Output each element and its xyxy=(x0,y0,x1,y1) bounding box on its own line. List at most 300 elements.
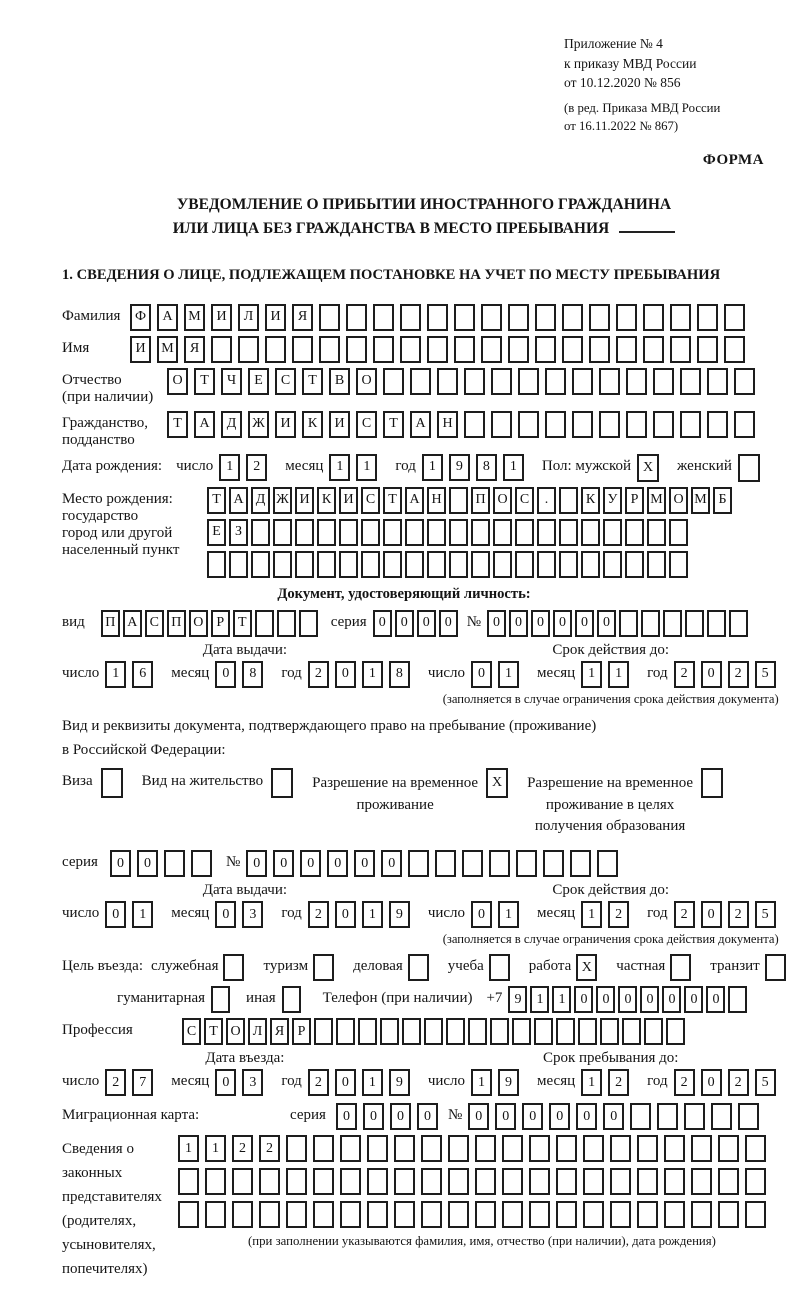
char-cell[interactable] xyxy=(380,1018,399,1045)
char-cell[interactable]: 2 xyxy=(246,454,267,481)
char-cell[interactable]: 0 xyxy=(110,850,131,877)
char-cell[interactable] xyxy=(251,519,270,546)
char-cell[interactable] xyxy=(508,336,529,363)
char-cell[interactable] xyxy=(437,368,458,395)
char-cell[interactable]: О xyxy=(189,610,208,637)
char-cell[interactable] xyxy=(529,1135,550,1162)
char-cell[interactable] xyxy=(589,304,610,331)
char-cell[interactable]: А xyxy=(410,411,431,438)
char-cell[interactable] xyxy=(205,1168,226,1195)
char-cell[interactable] xyxy=(340,1135,361,1162)
char-cell[interactable]: Н xyxy=(427,487,446,514)
char-cell[interactable] xyxy=(336,1018,355,1045)
char-cell[interactable]: 9 xyxy=(389,1069,410,1096)
char-cell[interactable] xyxy=(738,454,760,482)
char-cell[interactable] xyxy=(670,304,691,331)
char-cell[interactable] xyxy=(361,519,380,546)
char-cell[interactable]: 0 xyxy=(215,661,236,688)
char-cell[interactable]: С xyxy=(515,487,534,514)
char-cell[interactable]: О xyxy=(493,487,512,514)
char-cell[interactable] xyxy=(718,1135,739,1162)
char-cell[interactable]: 1 xyxy=(581,661,602,688)
char-cell[interactable]: И xyxy=(275,411,296,438)
char-cell[interactable] xyxy=(599,411,620,438)
char-cell[interactable] xyxy=(502,1168,523,1195)
char-cell[interactable]: 5 xyxy=(755,1069,776,1096)
char-cell[interactable]: 0 xyxy=(246,850,267,877)
char-cell[interactable]: 0 xyxy=(701,1069,722,1096)
char-cell[interactable] xyxy=(711,1103,732,1130)
char-cell[interactable]: М xyxy=(691,487,710,514)
char-cell[interactable]: Т xyxy=(207,487,226,514)
char-cell[interactable] xyxy=(707,368,728,395)
char-cell[interactable] xyxy=(449,519,468,546)
char-cell[interactable]: И xyxy=(265,304,286,331)
char-cell[interactable] xyxy=(295,551,314,578)
char-cell[interactable] xyxy=(745,1135,766,1162)
char-cell[interactable] xyxy=(493,551,512,578)
char-cell[interactable]: И xyxy=(329,411,350,438)
char-cell[interactable] xyxy=(489,850,510,877)
char-cell[interactable] xyxy=(610,1135,631,1162)
char-cell[interactable] xyxy=(191,850,212,877)
char-cell[interactable]: 0 xyxy=(471,661,492,688)
char-cell[interactable]: А xyxy=(157,304,178,331)
char-cell[interactable]: 0 xyxy=(495,1103,516,1130)
char-cell[interactable] xyxy=(653,411,674,438)
char-cell[interactable]: 0 xyxy=(215,901,236,928)
char-cell[interactable]: Ж xyxy=(248,411,269,438)
char-cell[interactable] xyxy=(481,304,502,331)
char-cell[interactable]: Л xyxy=(248,1018,267,1045)
char-cell[interactable]: 0 xyxy=(701,901,722,928)
char-cell[interactable] xyxy=(471,519,490,546)
char-cell[interactable] xyxy=(516,850,537,877)
char-cell[interactable] xyxy=(603,551,622,578)
char-cell[interactable] xyxy=(745,1168,766,1195)
char-cell[interactable] xyxy=(697,304,718,331)
char-cell[interactable] xyxy=(367,1135,388,1162)
char-cell[interactable] xyxy=(718,1168,739,1195)
char-cell[interactable] xyxy=(464,411,485,438)
char-cell[interactable]: 2 xyxy=(308,1069,329,1096)
char-cell[interactable] xyxy=(685,610,704,637)
char-cell[interactable]: А xyxy=(123,610,142,637)
char-cell[interactable] xyxy=(317,519,336,546)
char-cell[interactable]: Я xyxy=(292,304,313,331)
char-cell[interactable]: Л xyxy=(238,304,259,331)
char-cell[interactable]: Д xyxy=(251,487,270,514)
char-cell[interactable]: С xyxy=(145,610,164,637)
char-cell[interactable]: О xyxy=(669,487,688,514)
char-cell[interactable] xyxy=(545,368,566,395)
char-cell[interactable]: 8 xyxy=(476,454,497,481)
char-cell[interactable] xyxy=(559,551,578,578)
char-cell[interactable] xyxy=(427,304,448,331)
char-cell[interactable] xyxy=(475,1168,496,1195)
char-cell[interactable]: 2 xyxy=(674,901,695,928)
char-cell[interactable] xyxy=(454,304,475,331)
char-cell[interactable]: 0 xyxy=(335,661,356,688)
char-cell[interactable]: 1 xyxy=(362,901,383,928)
char-cell[interactable]: 1 xyxy=(362,1069,383,1096)
char-cell[interactable]: 0 xyxy=(640,986,659,1013)
char-cell[interactable] xyxy=(489,954,510,981)
char-cell[interactable] xyxy=(570,850,591,877)
char-cell[interactable] xyxy=(400,304,421,331)
char-cell[interactable] xyxy=(684,1103,705,1130)
char-cell[interactable] xyxy=(616,336,637,363)
char-cell[interactable] xyxy=(578,1018,597,1045)
char-cell[interactable] xyxy=(718,1201,739,1228)
char-cell[interactable] xyxy=(292,336,313,363)
char-cell[interactable] xyxy=(358,1018,377,1045)
char-cell[interactable] xyxy=(340,1201,361,1228)
char-cell[interactable]: 0 xyxy=(335,901,356,928)
char-cell[interactable] xyxy=(481,336,502,363)
char-cell[interactable]: 1 xyxy=(503,454,524,481)
char-cell[interactable] xyxy=(729,610,748,637)
char-cell[interactable] xyxy=(339,519,358,546)
char-cell[interactable]: Р xyxy=(211,610,230,637)
char-cell[interactable] xyxy=(462,850,483,877)
char-cell[interactable] xyxy=(537,551,556,578)
char-cell[interactable] xyxy=(583,1201,604,1228)
char-cell[interactable] xyxy=(273,519,292,546)
char-cell[interactable] xyxy=(346,304,367,331)
char-cell[interactable]: 9 xyxy=(449,454,470,481)
char-cell[interactable] xyxy=(295,519,314,546)
char-cell[interactable]: К xyxy=(581,487,600,514)
char-cell[interactable] xyxy=(663,610,682,637)
char-cell[interactable]: 3 xyxy=(242,901,263,928)
char-cell[interactable]: 0 xyxy=(549,1103,570,1130)
char-cell[interactable]: 0 xyxy=(706,986,725,1013)
char-cell[interactable] xyxy=(273,551,292,578)
char-cell[interactable] xyxy=(205,1201,226,1228)
char-cell[interactable]: 8 xyxy=(242,661,263,688)
char-cell[interactable] xyxy=(691,1135,712,1162)
char-cell[interactable]: 0 xyxy=(395,610,414,637)
char-cell[interactable] xyxy=(435,850,456,877)
char-cell[interactable]: Е xyxy=(207,519,226,546)
char-cell[interactable] xyxy=(319,336,340,363)
char-cell[interactable] xyxy=(475,1201,496,1228)
char-cell[interactable] xyxy=(534,1018,553,1045)
char-cell[interactable]: 0 xyxy=(701,661,722,688)
char-cell[interactable] xyxy=(259,1201,280,1228)
char-cell[interactable]: 0 xyxy=(336,1103,357,1130)
char-cell[interactable] xyxy=(361,551,380,578)
char-cell[interactable] xyxy=(734,368,755,395)
char-cell[interactable] xyxy=(421,1201,442,1228)
char-cell[interactable]: С xyxy=(275,368,296,395)
char-cell[interactable] xyxy=(408,954,429,981)
char-cell[interactable] xyxy=(421,1135,442,1162)
char-cell[interactable]: 0 xyxy=(468,1103,489,1130)
char-cell[interactable] xyxy=(475,1135,496,1162)
char-cell[interactable] xyxy=(373,304,394,331)
char-cell[interactable]: П xyxy=(167,610,186,637)
char-cell[interactable]: 1 xyxy=(329,454,350,481)
char-cell[interactable] xyxy=(400,336,421,363)
char-cell[interactable]: Т xyxy=(383,411,404,438)
char-cell[interactable] xyxy=(271,768,293,798)
char-cell[interactable] xyxy=(346,336,367,363)
char-cell[interactable]: 1 xyxy=(205,1135,226,1162)
char-cell[interactable]: Ч xyxy=(221,368,242,395)
char-cell[interactable] xyxy=(238,336,259,363)
char-cell[interactable]: 2 xyxy=(728,1069,749,1096)
char-cell[interactable] xyxy=(313,1168,334,1195)
char-cell[interactable]: 0 xyxy=(522,1103,543,1130)
char-cell[interactable] xyxy=(647,551,666,578)
char-cell[interactable] xyxy=(286,1201,307,1228)
char-cell[interactable]: Т xyxy=(233,610,252,637)
char-cell[interactable] xyxy=(610,1168,631,1195)
char-cell[interactable] xyxy=(207,551,226,578)
char-cell[interactable]: 1 xyxy=(498,661,519,688)
char-cell[interactable]: П xyxy=(101,610,120,637)
char-cell[interactable] xyxy=(734,411,755,438)
char-cell[interactable] xyxy=(255,610,274,637)
char-cell[interactable] xyxy=(562,304,583,331)
char-cell[interactable]: 2 xyxy=(728,661,749,688)
char-cell[interactable]: А xyxy=(405,487,424,514)
char-cell[interactable]: 2 xyxy=(308,661,329,688)
char-cell[interactable]: Т xyxy=(383,487,402,514)
char-cell[interactable]: У xyxy=(603,487,622,514)
char-cell[interactable] xyxy=(319,304,340,331)
char-cell[interactable] xyxy=(454,336,475,363)
char-cell[interactable]: 9 xyxy=(498,1069,519,1096)
char-cell[interactable] xyxy=(556,1135,577,1162)
char-cell[interactable]: 2 xyxy=(105,1069,126,1096)
char-cell[interactable] xyxy=(666,1018,685,1045)
char-cell[interactable]: 1 xyxy=(422,454,443,481)
char-cell[interactable]: 1 xyxy=(471,1069,492,1096)
char-cell[interactable] xyxy=(657,1103,678,1130)
char-cell[interactable]: 1 xyxy=(498,901,519,928)
char-cell[interactable]: Я xyxy=(270,1018,289,1045)
char-cell[interactable]: 7 xyxy=(132,1069,153,1096)
char-cell[interactable]: С xyxy=(182,1018,201,1045)
char-cell[interactable] xyxy=(643,304,664,331)
char-cell[interactable] xyxy=(643,336,664,363)
char-cell[interactable] xyxy=(427,551,446,578)
char-cell[interactable] xyxy=(448,1135,469,1162)
char-cell[interactable] xyxy=(449,487,468,514)
char-cell[interactable]: 9 xyxy=(389,901,410,928)
char-cell[interactable] xyxy=(223,954,244,981)
char-cell[interactable] xyxy=(537,519,556,546)
char-cell[interactable]: 8 xyxy=(389,661,410,688)
char-cell[interactable] xyxy=(589,336,610,363)
char-cell[interactable] xyxy=(707,610,726,637)
char-cell[interactable]: 2 xyxy=(674,1069,695,1096)
char-cell[interactable] xyxy=(535,304,556,331)
char-cell[interactable] xyxy=(448,1201,469,1228)
char-cell[interactable]: О xyxy=(167,368,188,395)
char-cell[interactable] xyxy=(515,551,534,578)
char-cell[interactable] xyxy=(449,551,468,578)
char-cell[interactable] xyxy=(394,1201,415,1228)
char-cell[interactable] xyxy=(745,1201,766,1228)
char-cell[interactable]: 0 xyxy=(373,610,392,637)
char-cell[interactable] xyxy=(765,954,786,981)
char-cell[interactable] xyxy=(421,1168,442,1195)
char-cell[interactable] xyxy=(630,1103,651,1130)
char-cell[interactable]: 6 xyxy=(132,661,153,688)
char-cell[interactable] xyxy=(491,368,512,395)
char-cell[interactable] xyxy=(373,336,394,363)
char-cell[interactable] xyxy=(229,551,248,578)
char-cell[interactable]: 2 xyxy=(608,901,629,928)
char-cell[interactable] xyxy=(448,1168,469,1195)
char-cell[interactable] xyxy=(647,519,666,546)
char-cell[interactable] xyxy=(724,304,745,331)
char-cell[interactable]: 0 xyxy=(439,610,458,637)
char-cell[interactable]: З xyxy=(229,519,248,546)
char-cell[interactable] xyxy=(556,1018,575,1045)
char-cell[interactable] xyxy=(502,1201,523,1228)
char-cell[interactable] xyxy=(340,1168,361,1195)
char-cell[interactable] xyxy=(529,1168,550,1195)
char-cell[interactable] xyxy=(556,1201,577,1228)
char-cell[interactable] xyxy=(468,1018,487,1045)
char-cell[interactable]: . xyxy=(537,487,556,514)
char-cell[interactable]: 0 xyxy=(509,610,528,637)
char-cell[interactable]: 0 xyxy=(662,986,681,1013)
char-cell[interactable] xyxy=(402,1018,421,1045)
char-cell[interactable]: X xyxy=(486,768,508,798)
char-cell[interactable] xyxy=(599,368,620,395)
char-cell[interactable]: 0 xyxy=(596,986,615,1013)
char-cell[interactable] xyxy=(625,519,644,546)
char-cell[interactable] xyxy=(637,1135,658,1162)
char-cell[interactable]: Ф xyxy=(130,304,151,331)
char-cell[interactable] xyxy=(383,519,402,546)
char-cell[interactable]: Т xyxy=(302,368,323,395)
char-cell[interactable] xyxy=(543,850,564,877)
char-cell[interactable]: К xyxy=(302,411,323,438)
char-cell[interactable] xyxy=(626,368,647,395)
char-cell[interactable]: 0 xyxy=(553,610,572,637)
char-cell[interactable]: Н xyxy=(437,411,458,438)
char-cell[interactable]: М xyxy=(184,304,205,331)
char-cell[interactable]: 9 xyxy=(508,986,527,1013)
char-cell[interactable]: 0 xyxy=(618,986,637,1013)
char-cell[interactable] xyxy=(251,551,270,578)
char-cell[interactable] xyxy=(619,610,638,637)
char-cell[interactable]: 2 xyxy=(308,901,329,928)
char-cell[interactable] xyxy=(512,1018,531,1045)
char-cell[interactable] xyxy=(680,411,701,438)
char-cell[interactable] xyxy=(464,368,485,395)
char-cell[interactable] xyxy=(101,768,123,798)
char-cell[interactable]: Ж xyxy=(273,487,292,514)
char-cell[interactable] xyxy=(559,487,578,514)
char-cell[interactable] xyxy=(491,411,512,438)
char-cell[interactable] xyxy=(583,1135,604,1162)
char-cell[interactable] xyxy=(299,610,318,637)
char-cell[interactable]: Д xyxy=(221,411,242,438)
char-cell[interactable] xyxy=(508,304,529,331)
char-cell[interactable]: 2 xyxy=(728,901,749,928)
char-cell[interactable]: 3 xyxy=(242,1069,263,1096)
char-cell[interactable]: 0 xyxy=(300,850,321,877)
char-cell[interactable]: 2 xyxy=(674,661,695,688)
char-cell[interactable]: 0 xyxy=(597,610,616,637)
char-cell[interactable] xyxy=(405,551,424,578)
char-cell[interactable]: В xyxy=(329,368,350,395)
char-cell[interactable] xyxy=(581,519,600,546)
char-cell[interactable]: 2 xyxy=(232,1135,253,1162)
char-cell[interactable] xyxy=(317,551,336,578)
char-cell[interactable] xyxy=(626,411,647,438)
char-cell[interactable]: Р xyxy=(292,1018,311,1045)
char-cell[interactable]: 1 xyxy=(608,661,629,688)
char-cell[interactable] xyxy=(707,411,728,438)
char-cell[interactable] xyxy=(282,986,301,1013)
char-cell[interactable] xyxy=(490,1018,509,1045)
char-cell[interactable] xyxy=(600,1018,619,1045)
char-cell[interactable] xyxy=(314,1018,333,1045)
char-cell[interactable]: 2 xyxy=(608,1069,629,1096)
char-cell[interactable] xyxy=(644,1018,663,1045)
char-cell[interactable] xyxy=(669,551,688,578)
char-cell[interactable] xyxy=(394,1135,415,1162)
char-cell[interactable] xyxy=(670,336,691,363)
char-cell[interactable]: А xyxy=(229,487,248,514)
char-cell[interactable]: О xyxy=(226,1018,245,1045)
char-cell[interactable]: 1 xyxy=(178,1135,199,1162)
char-cell[interactable] xyxy=(211,986,230,1013)
char-cell[interactable] xyxy=(164,850,185,877)
char-cell[interactable]: 1 xyxy=(552,986,571,1013)
char-cell[interactable] xyxy=(286,1168,307,1195)
char-cell[interactable] xyxy=(701,768,723,798)
char-cell[interactable] xyxy=(545,411,566,438)
char-cell[interactable]: 0 xyxy=(215,1069,236,1096)
char-cell[interactable]: П xyxy=(471,487,490,514)
char-cell[interactable]: 0 xyxy=(390,1103,411,1130)
char-cell[interactable] xyxy=(178,1201,199,1228)
char-cell[interactable]: 0 xyxy=(137,850,158,877)
char-cell[interactable] xyxy=(670,954,691,981)
char-cell[interactable]: 0 xyxy=(417,610,436,637)
char-cell[interactable] xyxy=(572,411,593,438)
char-cell[interactable]: К xyxy=(317,487,336,514)
char-cell[interactable]: 0 xyxy=(574,986,593,1013)
char-cell[interactable] xyxy=(383,368,404,395)
char-cell[interactable] xyxy=(603,519,622,546)
char-cell[interactable]: Т xyxy=(204,1018,223,1045)
char-cell[interactable]: 0 xyxy=(531,610,550,637)
char-cell[interactable]: 0 xyxy=(354,850,375,877)
char-cell[interactable]: И xyxy=(295,487,314,514)
char-cell[interactable] xyxy=(625,551,644,578)
char-cell[interactable] xyxy=(471,551,490,578)
char-cell[interactable] xyxy=(178,1168,199,1195)
char-cell[interactable]: Б xyxy=(713,487,732,514)
char-cell[interactable] xyxy=(286,1135,307,1162)
char-cell[interactable]: 0 xyxy=(273,850,294,877)
char-cell[interactable]: 0 xyxy=(105,901,126,928)
char-cell[interactable]: 0 xyxy=(575,610,594,637)
char-cell[interactable] xyxy=(529,1201,550,1228)
char-cell[interactable]: М xyxy=(157,336,178,363)
